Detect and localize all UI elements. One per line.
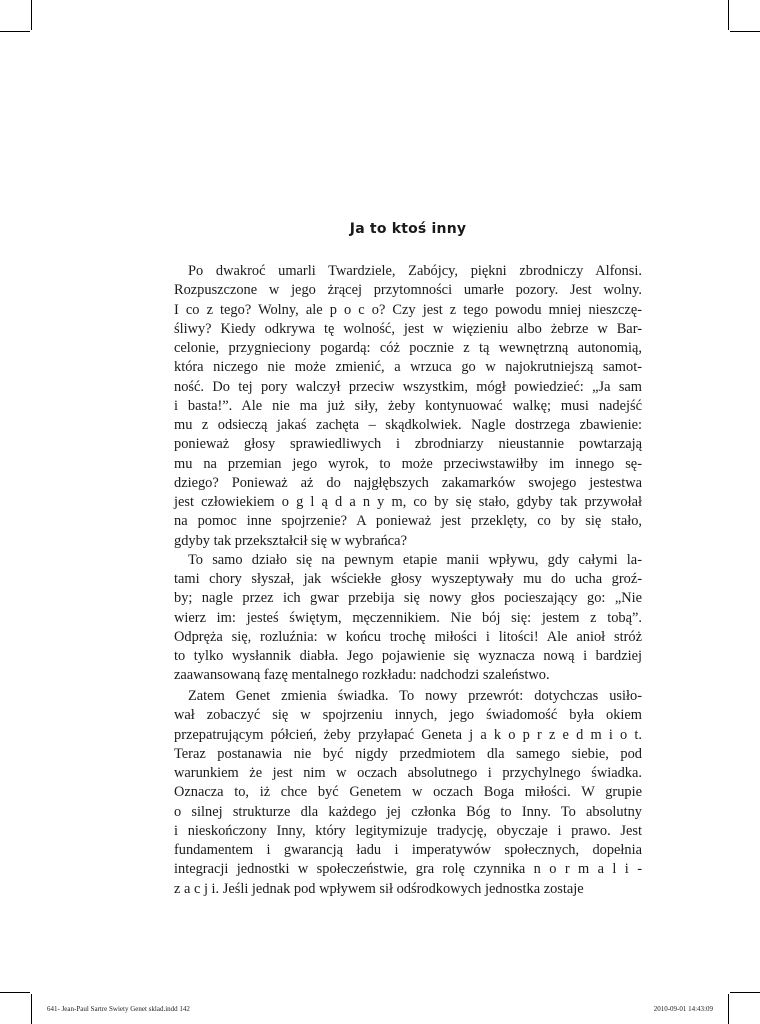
paragraph-2-line-3: by; nagle przez ich gwar przebija się nowy głos pocieszający go: „Nie	[174, 590, 642, 607]
paragraph-1-line-6: która niczego nie może zmienić, a wrzuca go w najokrutniejszą samot-	[174, 359, 642, 376]
crop-mark-top-right-horizontal	[730, 31, 760, 32]
paragraph-3-line-6: Oznacza to, iż chce być Genetem w oczach Boga miłości. W grupie	[174, 784, 642, 801]
paragraph-3-line-11: z a c j i. Jeśli jednak pod wpływem sił odśrodkowych jednostka zostaje	[174, 880, 584, 897]
paragraph-3-line-10: integracji jednostki w społeczeństwie, gra rolę czynnika n o r m a l i -	[174, 861, 642, 878]
crop-mark-top-left-vertical	[31, 0, 32, 30]
paragraph-1-line-11: mu na przemian jego wyrok, to może przeciwstawiłby im innego sę-	[174, 455, 642, 472]
paragraph-3-line-5: warunkiem że jest nim w oczach absolutnego i przychylnego świadka.	[174, 765, 642, 781]
footer-file-info: 641- Jean-Paul Sartre Swiety Genet sklad.indd 142	[47, 1005, 190, 1013]
paragraph-1-line-1: Po dwakroć umarli Twardziele, Zabójcy, piękni zbrodniczy Alfonsi.	[188, 263, 642, 279]
paragraph-1-line-2: Rozpuszczone w jego żrącej przytomności umarłe pozory. Jest wolny.	[174, 282, 642, 299]
footer-timestamp: 2010-09-01 14:43:09	[653, 1005, 713, 1013]
body-text	[174, 262, 642, 899]
paragraph-1-line-14: na pomoc inne spojrzenie? A ponieważ jest przeklęty, co by się stało,	[174, 513, 642, 530]
paragraph-3-line-4: Teraz postanawia nie być nigdy przedmiotem dla samego siebie, pod	[174, 745, 642, 762]
paragraph-1-line-3: I co z tego? Wolny, ale p o c o? Czy jest z tego powodu mniej nieszczę-	[174, 301, 642, 318]
crop-mark-bottom-right-vertical	[728, 994, 729, 1024]
crop-mark-top-right-vertical	[728, 0, 729, 30]
paragraph-3-line-3: przepatrującym półcień, żeby przyłapać Geneta j a k o p r z e d m i o t.	[174, 726, 642, 743]
paragraph-3-line-2: wał zobaczyć się w spojrzeniu innych, jego świadomość była okiem	[174, 707, 642, 724]
paragraph-3-line-8: i nieskończony Inny, który legitymizuje tradycję, obyczaje i prawo. Jest	[174, 822, 642, 839]
paragraph-1-line-15: gdyby tak przekształcił się w wybrańca?	[174, 532, 407, 549]
paragraph-3-line-7: o silnej strukturze dla każdego jej członka Bóg to Inny. To absolutny	[174, 803, 642, 820]
paragraph-2-line-2: tami chory słyszał, jak wściekłe głosy wyszeptywały mu do ucha groź-	[174, 571, 642, 587]
paragraph-2-line-1: To samo działo się na pewnym etapie manii wpływu, gdy całymi la-	[188, 551, 642, 568]
crop-mark-bottom-left-horizontal	[0, 992, 30, 993]
paragraph-1-line-12: dziego? Ponieważ aż do najgłębszych zakamarków swojego jestestwa	[174, 474, 642, 491]
crop-mark-bottom-left-vertical	[31, 994, 32, 1024]
crop-mark-top-left-horizontal	[0, 31, 30, 32]
paragraph-2-line-5: Odpręża się, rozluźnia: w końcu trochę miłości i litości! Ale anioł stróż	[174, 628, 642, 645]
paragraph-1-line-13: jest człowiekiem o g l ą d a n y m, co by się stało, gdyby tak przywołał	[174, 494, 642, 510]
paragraph-2-line-7: zaawansowaną fazę mentalnego rozkładu: nadchodzi szaleństwo.	[174, 667, 550, 684]
paragraph-1-line-10: ponieważ głosy sprawiedliwych i zbrodniarzy nieustannie powtarzają	[174, 436, 642, 453]
paragraph-1-line-5: celonie, przygnieciony pogardą: cóż pocznie z tą wewnętrzną autonomią,	[174, 340, 642, 356]
paragraph-1-line-7: ność. Do tej pory walczył przeciw wszystkim, mógł powiedzieć: „Ja sam	[174, 378, 642, 395]
paragraph-2-line-4: wierz im: jesteś świętym, męczennikiem. Nie bój się: jestem z tobą”.	[174, 609, 642, 626]
paragraph-1-line-4: śliwy? Kiedy odkrywa tę wolność, jest w więzieniu albo żebrze w Bar-	[174, 320, 642, 337]
chapter-title: Ja to ktoś inny	[349, 221, 467, 237]
paragraph-3-line-1: Zatem Genet zmienia świadka. To nowy przewrót: dotychczas usiło-	[188, 688, 642, 704]
paragraph-1-line-9: mu z odsieczą jakaś zachęta – skądkolwiek. Nagle dostrzega zbawienie:	[174, 417, 642, 433]
paragraph-2-line-6: to tylko wysłannik diabła. Jego pojawienie się wyznacza nową i bardziej	[174, 648, 642, 664]
paragraph-1-line-8: i basta!”. Ale nie ma już siły, żeby kontynuować walkę; musi nadejść	[174, 397, 642, 414]
paragraph-3-line-9: fundamentem i gwarancją ładu i imperatywów społecznych, dopełnia	[174, 842, 642, 858]
crop-mark-bottom-right-horizontal	[730, 992, 760, 993]
